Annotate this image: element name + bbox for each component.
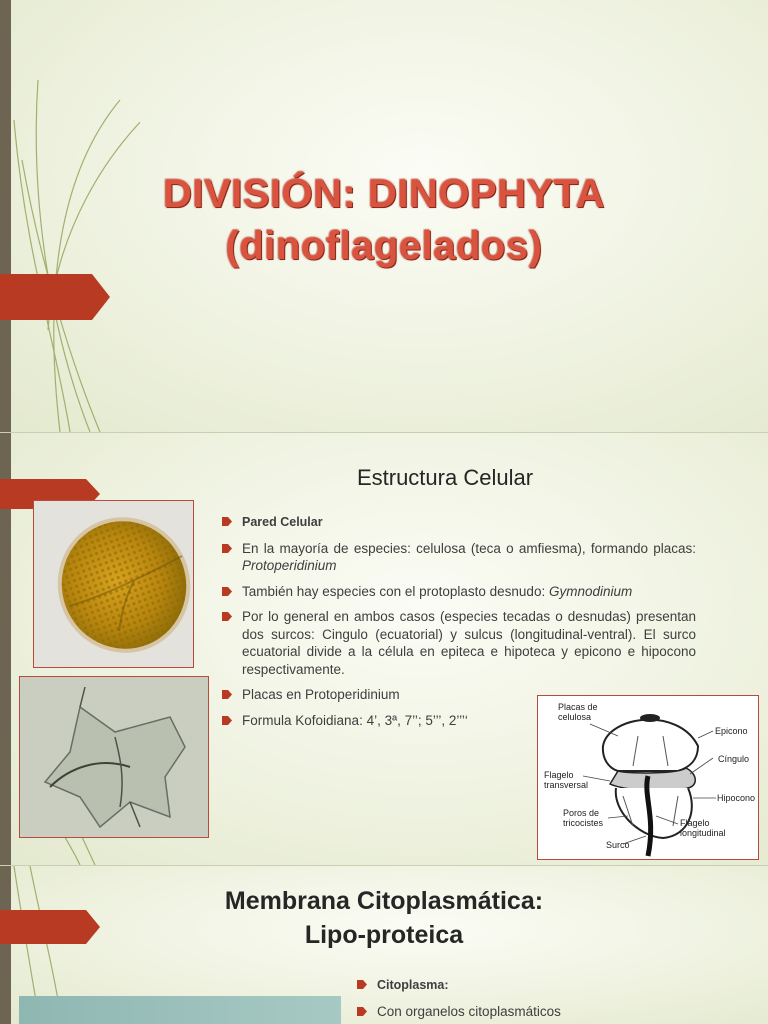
label-poros1: Poros de [563, 808, 600, 818]
arrow-bullet-icon [222, 716, 232, 725]
label-epicono: Epicono [715, 726, 748, 736]
arrow-bullet-icon [222, 690, 232, 699]
dinoflagellate-photo-1 [33, 500, 194, 668]
slide-estructura-celular [0, 433, 768, 865]
label-flagelo-l1: Flagelo [680, 818, 710, 828]
arrow-bullet-icon [357, 1007, 367, 1016]
title-line-1: DIVISIÓN: DINOPHYTA [162, 172, 606, 216]
accent-tab [0, 274, 110, 320]
bullet-list [355, 976, 715, 1024]
section-heading [150, 884, 618, 952]
title-line-2: (dinoflagelados) [225, 224, 543, 268]
label-flagelo-t2: transversal [544, 780, 589, 790]
list-item: Con organelos citoplasmáticos [355, 1003, 715, 1021]
list-item: En la mayoría de especies: celulosa (teca o amfiesma), formando placas: Protoperidinium [220, 540, 696, 575]
label-surco: Surco [606, 840, 630, 850]
arrow-bullet-icon [222, 612, 232, 621]
accent-tab [0, 910, 100, 944]
slide-membrana [0, 866, 768, 1024]
list-item: Citoplasma: [355, 976, 715, 995]
slide-title-text [0, 168, 768, 272]
label-hipocono: Hipocono [717, 793, 756, 803]
arrow-bullet-icon [222, 517, 232, 526]
label-cingulo: Cíngulo [718, 754, 750, 764]
label-flagelo-t1: Flagelo [544, 770, 574, 780]
list-item: Por lo general en ambos casos (especies tecadas o desnudas) presentan dos surcos: Cingulo (ecuatorial) y sulcus (longitudinal-ventral). El surco ecuatorial divide a la célula en epiteca e hipoteca y epicono e hipocono respectivamente. [220, 608, 696, 678]
arrow-bullet-icon [222, 587, 232, 596]
list-item: Pared Celular [220, 513, 696, 532]
list-item: Placas en Protoperidinium [220, 686, 542, 704]
cell-photo-partial [19, 996, 341, 1024]
list-item: También hay especies con el protoplasto desnudo: Gymnodinium [220, 583, 696, 601]
dinoflagellate-photo-2 [19, 676, 209, 838]
section-heading: Estructura Celular [356, 465, 534, 490]
arrow-bullet-icon [357, 980, 367, 989]
label-placas-2: celulosa [558, 712, 592, 722]
label-poros2: tricocistes [563, 818, 604, 828]
label-placas: Placas de [558, 702, 598, 712]
list-item: Formula Kofoidiana: 4’, 3ª, 7’’; 5’’’, 2’’’‘ [220, 712, 542, 730]
arrow-bullet-icon [222, 544, 232, 553]
heading-line-2: Lipo-proteica [304, 921, 464, 949]
heading-line-1: Membrana Citoplasmática: [224, 887, 544, 915]
slide-title [0, 0, 768, 432]
label-flagelo-l2: longitudinal [680, 828, 726, 838]
dinoflagellate-diagram [537, 695, 759, 860]
